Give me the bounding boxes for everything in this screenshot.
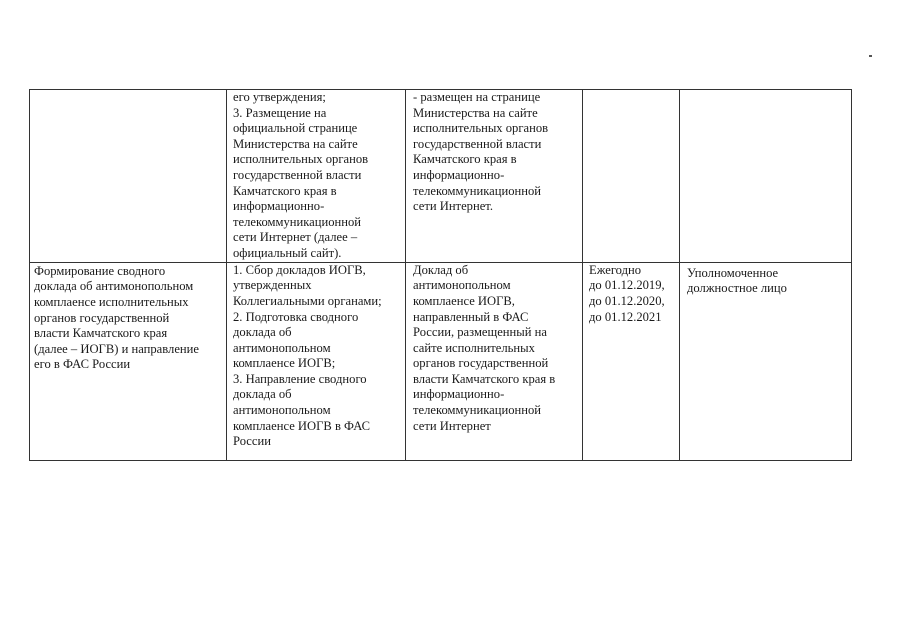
cell-text-line: доклада об — [233, 325, 292, 340]
cell-result — [406, 262, 583, 460]
cell-text-line: - размещен на странице — [413, 90, 541, 104]
table-row-continuation — [30, 90, 852, 263]
cell-text-line: 1. Сбор докладов ИОГВ, — [233, 262, 366, 277]
cell-responsible — [680, 262, 852, 460]
cell-text-line: официальной странице — [233, 121, 358, 136]
cell-text-line: 3. Размещение на — [233, 105, 327, 120]
cell-text-line: России — [233, 434, 271, 449]
cell-text-line: направленный в ФАС — [413, 309, 529, 324]
cell-text-line: до 01.12.2019, — [589, 278, 665, 293]
cell-actions — [227, 262, 406, 460]
cell-text-line: должностное лицо — [687, 281, 787, 296]
cell-text-line: антимонопольном — [233, 403, 331, 418]
cell-text-line: сети Интернет (далее – — [233, 230, 358, 245]
cell-text-line: до 01.12.2020, — [589, 293, 665, 308]
table-row-main — [30, 262, 852, 460]
cell-text-line: комплаенсе ИОГВ; — [233, 356, 336, 371]
cell-text-line: 3. Направление сводного — [233, 371, 367, 386]
cell-text-line: комплаенсе исполнительных — [34, 294, 189, 309]
cell-text-line: комплаенсе ИОГВ в ФАС — [233, 418, 371, 433]
cell-text-line: органов государственной — [413, 356, 549, 371]
cell-text-line: России, размещенный на — [413, 325, 547, 340]
cell-text-line: власти Камчатского края в — [413, 371, 556, 386]
cell-text-line: сети Интернет. — [413, 199, 493, 214]
cell-text-line: Министерства на сайте — [233, 136, 358, 151]
cell-text-line: его утверждения; — [233, 90, 326, 104]
cell-deadline — [583, 262, 680, 460]
cell-text-line: 2. Подготовка сводного — [233, 309, 359, 324]
cell-deadline — [583, 90, 680, 263]
cell-text-line: доклада об антимонопольном — [34, 279, 194, 294]
cell-text-line: телекоммуникационной — [413, 183, 542, 198]
cell-text-line: Камчатского края в — [233, 183, 337, 198]
cell-text-line: антимонопольном — [413, 278, 511, 293]
cell-text-line: органов государственной — [34, 310, 170, 325]
cell-text-line: власти Камчатского края — [34, 326, 168, 341]
cell-text-line: (далее – ИОГВ) и направление — [34, 341, 199, 356]
cell-text-line: государственной власти — [233, 167, 362, 182]
cell-text-line: Доклад об — [413, 262, 469, 277]
cell-name — [30, 90, 227, 263]
cell-name — [30, 262, 227, 460]
cell-text-line: телекоммуникационной — [233, 214, 362, 229]
cell-text-line: Коллегиальными органами; — [233, 293, 382, 308]
scan-speck — [869, 55, 872, 57]
action-plan-table — [29, 89, 852, 461]
cell-text-line: Камчатского края в — [413, 152, 517, 167]
cell-text-line: Ежегодно — [589, 262, 642, 277]
cell-text-line: до 01.12.2021 — [589, 309, 662, 324]
cell-text-line: комплаенсе ИОГВ, — [413, 293, 515, 308]
cell-text-line: Формирование сводного — [34, 263, 166, 278]
cell-text-line: официальный сайт). — [233, 245, 342, 260]
cell-text-line: Уполномоченное — [687, 265, 779, 280]
cell-result — [406, 90, 583, 263]
cell-text-line: информационно- — [413, 387, 505, 402]
cell-text-line: доклада об — [233, 387, 292, 402]
cell-text-line: государственной власти — [413, 136, 542, 151]
cell-text-line: информационно- — [233, 199, 325, 214]
cell-text-line: Министерства на сайте — [413, 105, 538, 120]
cell-text-line: сети Интернет — [413, 418, 491, 433]
cell-text-line: антимонопольном — [233, 340, 331, 355]
cell-responsible — [680, 90, 852, 263]
cell-text-line: сайте исполнительных — [413, 340, 535, 355]
cell-text-line: телекоммуникационной — [413, 403, 542, 418]
cell-actions — [227, 90, 406, 263]
cell-text-line: информационно- — [413, 167, 505, 182]
cell-text-line: его в ФАС России — [34, 357, 131, 372]
cell-text-line: утвержденных — [233, 278, 312, 293]
cell-text-line: исполнительных органов — [413, 121, 549, 136]
cell-text-line: исполнительных органов — [233, 152, 369, 167]
